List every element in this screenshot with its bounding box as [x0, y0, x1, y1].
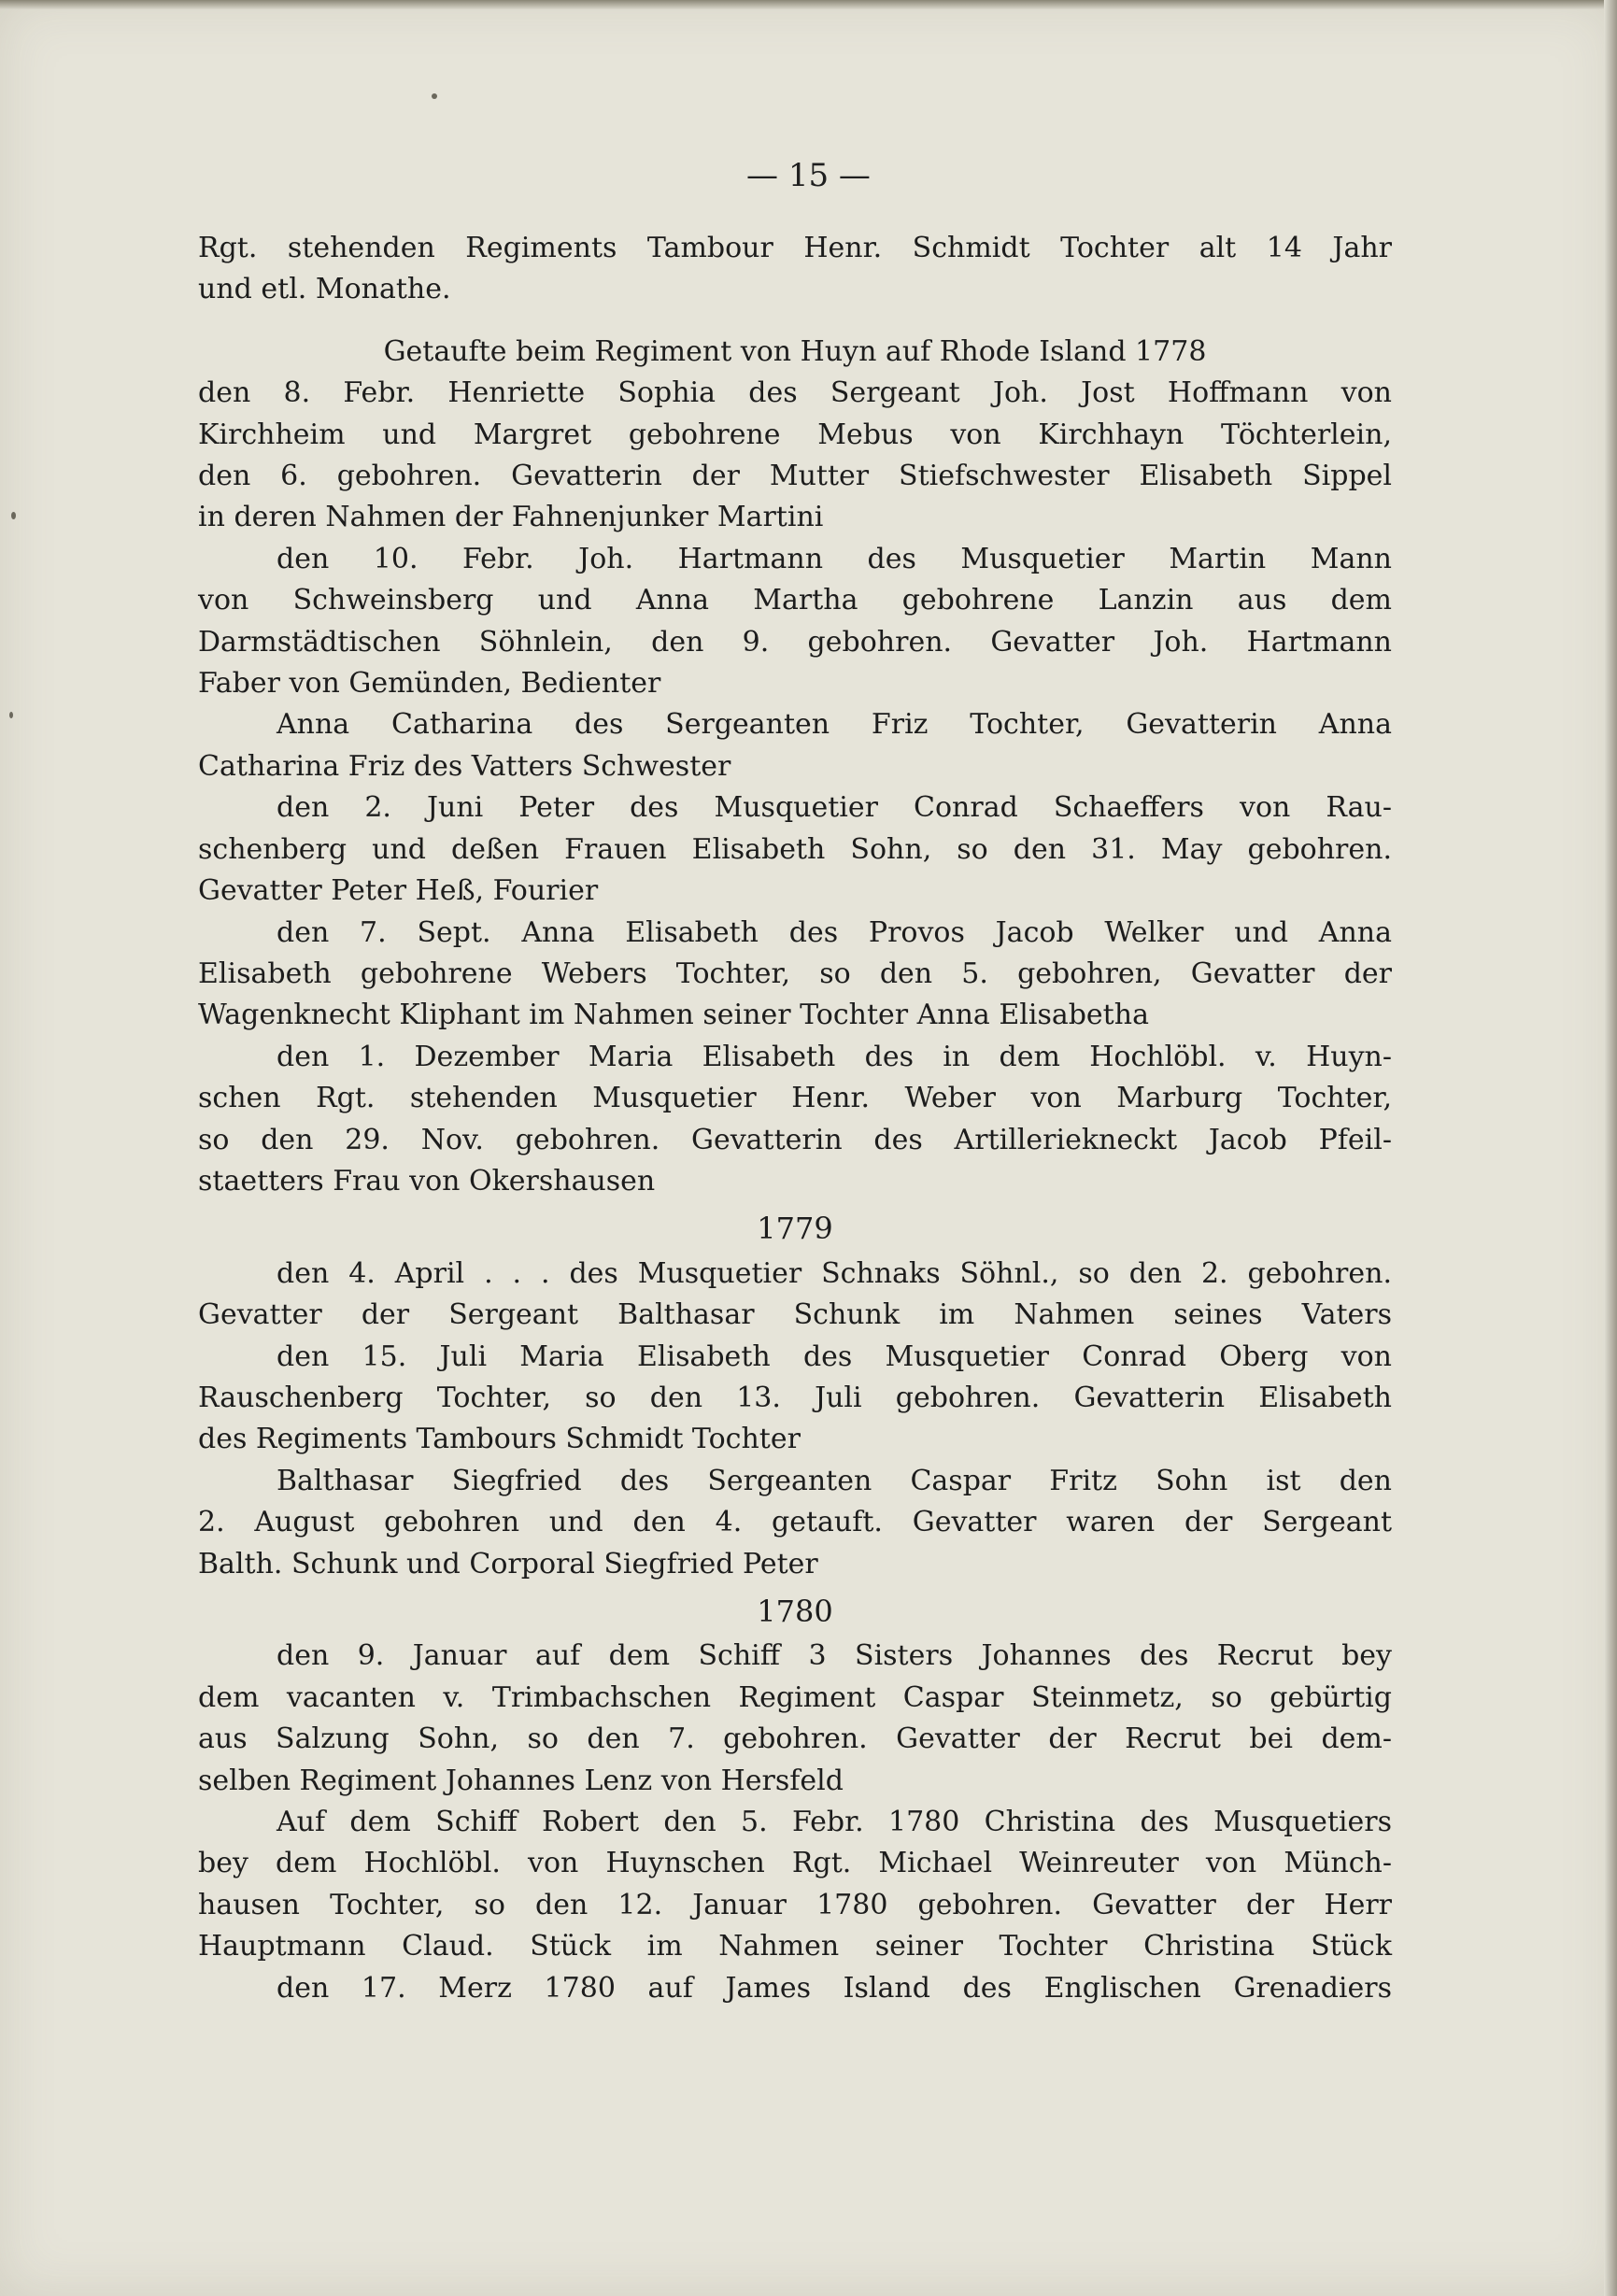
text-line: Darmstädtischen Söhnlein, den 9. gebohren. Gevatter Joh. Hartmann — [198, 625, 1392, 659]
ink-speck — [432, 93, 437, 99]
text-line: Auf dem Schiff Robert den 5. Febr. 1780 Christina des Musquetiers — [277, 1806, 1392, 1839]
text-line: den 15. Juli Maria Elisabeth des Musquetier Conrad Oberg von — [277, 1339, 1392, 1373]
text-line: bey dem Hochlöbl. von Huynschen Rgt. Michael Weinreuter von Münch- — [198, 1847, 1392, 1880]
page-number: — 15 — — [746, 157, 871, 194]
text-line: schenberg und deßen Frauen Elisabeth Sohn, so den 31. May gebohren. — [198, 832, 1392, 866]
text-line: Catharina Friz des Vatters Schwester — [198, 749, 731, 783]
text-line: Balthasar Siegfried des Sergeanten Caspar Fritz Sohn ist den — [277, 1464, 1392, 1497]
text-line: dem vacanten v. Trimbachschen Regiment Caspar Steinmetz, so gebürtig — [198, 1680, 1392, 1714]
text-line: Hauptmann Claud. Stück im Nahmen seiner Tochter Christina Stück — [198, 1930, 1392, 1963]
page-top-edge — [0, 0, 1617, 9]
text-line: Wagenknecht Kliphant im Nahmen seiner Tochter Anna Elisabetha — [198, 999, 1149, 1032]
text-line: 2. August gebohren und den 4. getauft. Gevatter waren der Sergeant — [198, 1506, 1392, 1539]
ink-speck — [9, 712, 13, 718]
text-line: Getaufte beim Regiment von Huyn auf Rhode Island 1778 — [383, 334, 1207, 368]
text-line: Elisabeth gebohrene Webers Tochter, so den 5. gebohren, Gevatter der — [198, 957, 1392, 990]
text-line: den 2. Juni Peter des Musquetier Conrad Schaeffers von Rau- — [277, 791, 1392, 825]
text-line: Kirchheim und Margret gebohrene Mebus von Kirchhayn Töchterlein, — [198, 418, 1392, 451]
text-line: hausen Tochter, so den 12. Januar 1780 gebohren. Gevatter der Herr — [198, 1888, 1392, 1921]
text-line: den 7. Sept. Anna Elisabeth des Provos Jacob Welker und Anna — [277, 915, 1392, 949]
text-line: Rauschenberg Tochter, so den 13. Juli gebohren. Gevatterin Elisabeth — [198, 1381, 1392, 1414]
paragraph-gap — [198, 311, 1392, 332]
text-line: Rgt. stehenden Regiments Tambour Henr. Schmidt Tochter alt 14 Jahr — [198, 232, 1392, 264]
text-line: in deren Nahmen der Fahnenjunker Martini — [198, 501, 824, 534]
text-line: den 17. Merz 1780 auf James Island des Englischen Grenadiers — [277, 1971, 1392, 2005]
text-line: Gevatter der Sergeant Balthasar Schunk im Nahmen seines Vaters — [198, 1298, 1392, 1332]
text-line: Faber von Gemünden, Bedienter — [198, 667, 661, 701]
text-line: Anna Catharina des Sergeanten Friz Tochter, Gevatterin Anna — [277, 708, 1392, 742]
ink-speck — [11, 512, 16, 519]
text-line: den 4. April . . . des Musquetier Schnaks Söhnl., so den 2. gebohren. — [277, 1256, 1392, 1290]
text-line: Gevatter Peter Heß, Fourier — [198, 874, 599, 908]
text-line: aus Salzung Sohn, so den 7. gebohren. Gevatter der Recrut bei dem- — [198, 1722, 1392, 1756]
page-right-edge — [1604, 0, 1617, 2296]
text-line: den 10. Febr. Joh. Hartmann des Musquetier Martin Mann — [277, 542, 1392, 575]
text-line: selben Regiment Johannes Lenz von Hersfeld — [198, 1764, 844, 1797]
document-body — [198, 228, 1392, 2009]
text-line: schen Rgt. stehenden Musquetier Henr. Weber von Marburg Tochter, — [198, 1082, 1392, 1115]
text-line: des Regiments Tambours Schmidt Tochter — [198, 1423, 801, 1456]
year-heading: 1779 — [757, 1211, 833, 1247]
text-line: von Schweinsberg und Anna Martha gebohrene Lanzin aus dem — [198, 584, 1392, 617]
text-line: staetters Frau von Okershausen — [198, 1164, 656, 1198]
text-line: den 9. Januar auf dem Schiff 3 Sisters Johannes des Recrut bey — [277, 1639, 1392, 1673]
text-line: den 6. gebohren. Gevatterin der Mutter Stiefschwester Elisabeth Sippel — [198, 460, 1392, 493]
text-line: und etl. Monathe. — [198, 273, 451, 306]
text-line: den 8. Febr. Henriette Sophia des Sergeant Joh. Jost Hoffmann von — [198, 376, 1392, 410]
text-line: den 1. Dezember Maria Elisabeth des in dem Hochlöbl. v. Huyn- — [277, 1040, 1392, 1073]
year-heading: 1780 — [757, 1594, 833, 1629]
text-line: so den 29. Nov. gebohren. Gevatterin des Artilleriekneckt Jacob Pfeil- — [198, 1123, 1392, 1156]
text-line: Balth. Schunk und Corporal Siegfried Peter — [198, 1547, 818, 1580]
